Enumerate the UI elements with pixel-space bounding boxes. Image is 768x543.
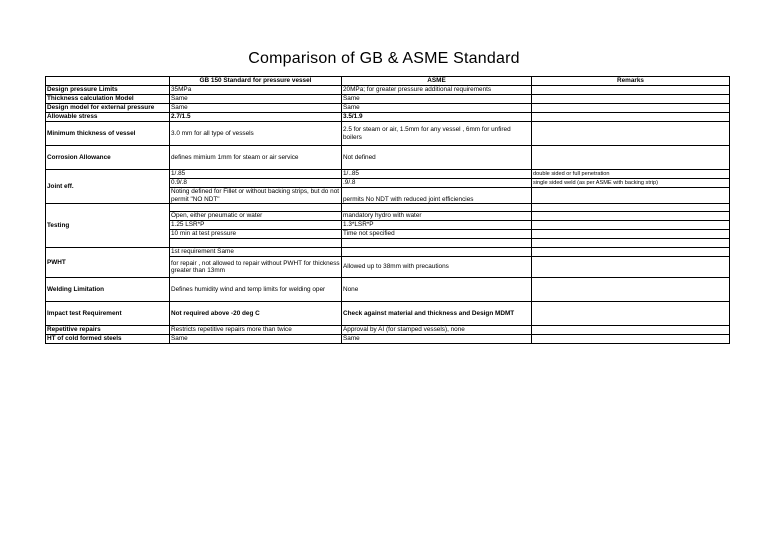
asme-cell: permits No NDT with reduced joint efficiencies [342, 188, 532, 204]
row-label: Corrosion Allowance [46, 146, 170, 170]
remarks-cell [532, 221, 730, 230]
asme-cell: 1/..85 [342, 170, 532, 179]
gb-cell: defines mimium 1mm for steam or air service [170, 146, 342, 170]
gb-cell: 1/.85 [170, 170, 342, 179]
asme-cell: Not defined [342, 146, 532, 170]
remarks-cell [532, 188, 730, 204]
remarks-cell [532, 204, 730, 212]
header-asme: ASME [342, 77, 532, 86]
row-label: HT of cold formed steels [46, 335, 170, 344]
table-row [46, 86, 730, 95]
row-label: Impact test Requirement [46, 302, 170, 326]
gb-cell: Same [170, 335, 342, 344]
asme-cell [342, 239, 532, 248]
gb-cell: 10 min at test pressure [170, 230, 342, 239]
table-row [46, 204, 730, 212]
gb-cell: 2.7/1.5 [170, 113, 342, 122]
asme-cell: 2.5 for steam or air, 1.5mm for any vessel , 6mm for unfired boilers [342, 122, 532, 146]
row-label: Repetitive repairs [46, 326, 170, 335]
gb-cell: 1st requirement Same [170, 248, 342, 257]
asme-cell: Allowed up to 38mm with precautions [342, 257, 532, 278]
asme-cell: Check against material and thickness and Design MDMT [342, 302, 532, 326]
asme-cell: Same [342, 104, 532, 113]
asme-cell [342, 248, 532, 257]
table-row [46, 248, 730, 257]
asme-cell: None [342, 278, 532, 302]
table-row [46, 95, 730, 104]
gb-cell: 1.25 LSR*P [170, 221, 342, 230]
remarks-cell [532, 95, 730, 104]
remarks-cell [532, 302, 730, 326]
table-row [46, 104, 730, 113]
table-row [46, 113, 730, 122]
remarks-cell [532, 230, 730, 239]
gb-cell [170, 239, 342, 248]
remarks-cell [532, 212, 730, 221]
gb-cell: Restricts repetitive repairs more than twice [170, 326, 342, 335]
remarks-cell [532, 248, 730, 257]
gb-cell: 35MPa [170, 86, 342, 95]
gb-cell: for repair , not allowed to repair without PWHT for thickness greater than 13mm [170, 257, 342, 278]
row-label: Minimum thickness of vessel [46, 122, 170, 146]
asme-cell: mandatory hydro with water [342, 212, 532, 221]
gb-cell: Not required above -20 deg C [170, 302, 342, 326]
table-row [46, 122, 730, 146]
gb-cell: Noting defined for Fillet or without backing strips, but do not permit "NO NDT" [170, 188, 342, 204]
row-label: Design model for external pressure [46, 104, 170, 113]
remarks-cell [532, 326, 730, 335]
gb-cell: Same [170, 95, 342, 104]
gb-cell: Same [170, 104, 342, 113]
row-label: Allowable stress [46, 113, 170, 122]
asme-cell: Approval by AI (for stamped vessels), none [342, 326, 532, 335]
asme-cell: Time not specified [342, 230, 532, 239]
row-label: Design pressure Limits [46, 86, 170, 95]
asme-cell: Same [342, 95, 532, 104]
asme-cell: .9/.8 [342, 179, 532, 188]
remarks-cell [532, 257, 730, 278]
gb-cell: Open, either pneumatic or water [170, 212, 342, 221]
header-gb: GB 150 Standard for pressure vessel [170, 77, 342, 86]
asme-cell: 3.5/1.9 [342, 113, 532, 122]
remarks-cell: single sided weld (as per ASME with backing strip) [532, 179, 730, 188]
table-row [46, 335, 730, 344]
asme-cell [342, 204, 532, 212]
asme-cell: 1.3*LSR*P [342, 221, 532, 230]
remarks-cell [532, 278, 730, 302]
header-row [46, 77, 730, 86]
table-row [46, 146, 730, 170]
table-row [46, 170, 730, 179]
gb-cell: Defines humidity wind and temp limits for welding oper [170, 278, 342, 302]
remarks-cell [532, 104, 730, 113]
gb-cell: 3.0 mm for all type of vessels [170, 122, 342, 146]
row-label: Welding Limitation [46, 278, 170, 302]
remarks-cell [532, 146, 730, 170]
row-label: PWHT [46, 248, 170, 278]
header-blank [46, 77, 170, 86]
header-remarks: Remarks [532, 77, 730, 86]
table-row [46, 302, 730, 326]
remarks-cell: double sided or full penetration [532, 170, 730, 179]
row-label: Joint eff. [46, 170, 170, 204]
asme-cell: 20MPa; for greater pressure additional requirements [342, 86, 532, 95]
remarks-cell [532, 122, 730, 146]
remarks-cell [532, 335, 730, 344]
table-row [46, 278, 730, 302]
remarks-cell [532, 86, 730, 95]
page-title: Comparison of GB & ASME Standard [248, 50, 520, 67]
table-row [46, 326, 730, 335]
asme-cell: Same [342, 335, 532, 344]
gb-cell: 0.9/.8 [170, 179, 342, 188]
remarks-cell [532, 113, 730, 122]
comparison-table [45, 76, 730, 344]
row-label: Thickness calculation Model [46, 95, 170, 104]
row-label: Testing [46, 204, 170, 248]
gb-cell [170, 204, 342, 212]
remarks-cell [532, 239, 730, 248]
